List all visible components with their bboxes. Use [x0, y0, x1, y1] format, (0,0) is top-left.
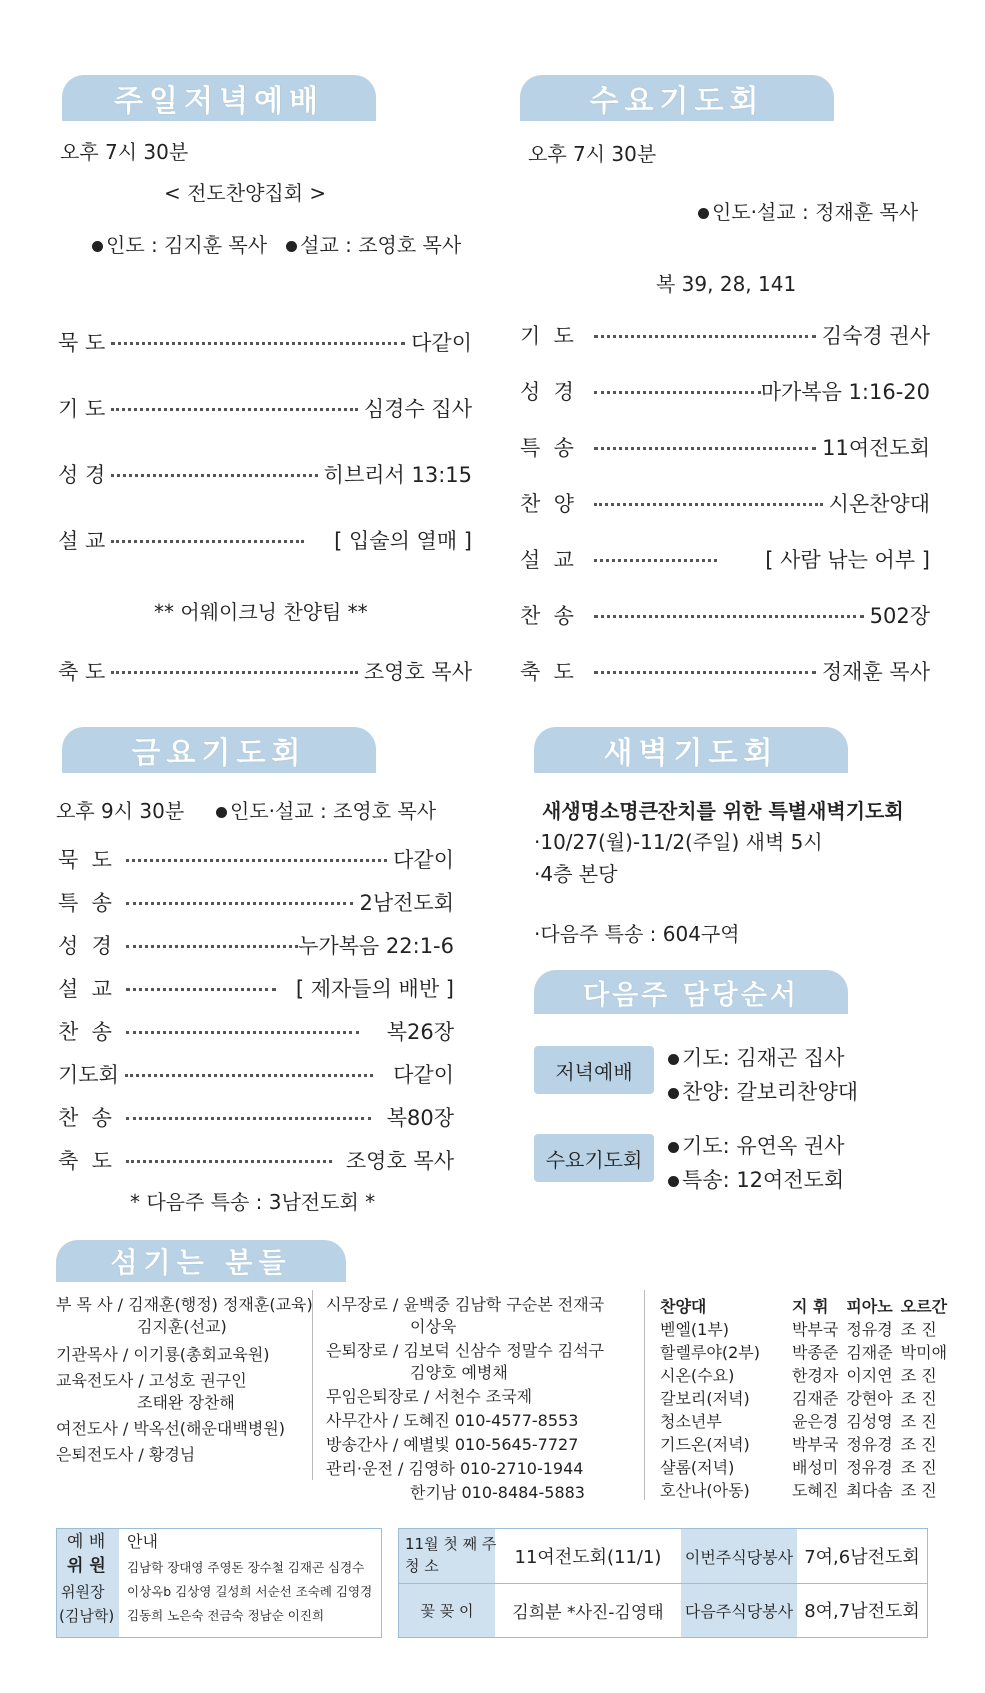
- servant-line: 한기남 010-8484-5883: [410, 1483, 585, 1502]
- choir-row: 호산나(아동) 도혜진 최다솜 조 진: [660, 1481, 937, 1500]
- friday-leaders: 인도·설교 : 조영호 목사: [216, 795, 436, 824]
- sunday-row: [58, 328, 472, 356]
- friday-row: [58, 1017, 454, 1045]
- committee-head: 안내: [127, 1532, 158, 1551]
- servant-line: 조태완 장찬해: [137, 1393, 235, 1412]
- wednesday-time: 오후 7시 30분: [528, 142, 657, 166]
- committee-label: 예 배: [67, 1532, 106, 1552]
- sunday-banner: 주일저녁예배: [62, 75, 376, 121]
- servant-line: 이상욱: [410, 1317, 457, 1336]
- committee-label: (김남학): [59, 1607, 115, 1625]
- friday-row: [58, 1146, 454, 1174]
- choir-row: 청소년부 윤은경 김성영 조 진: [660, 1412, 937, 1431]
- row-label: 특 송: [520, 436, 574, 460]
- servant-line: 은퇴전도사 / 황경님: [56, 1445, 196, 1464]
- committee-label: 위원장: [61, 1583, 105, 1601]
- row-value: 502장: [869, 604, 930, 628]
- row-value: 김숙경 권사: [821, 324, 930, 348]
- choir-row: 시온(수요) 한경자 이지연 조 진: [660, 1366, 937, 1385]
- wednesday-banner: 수요기도회: [520, 75, 834, 121]
- sunday-row: [58, 657, 472, 685]
- wednesday-row: [520, 657, 930, 685]
- servant-line: 교육전도사 / 고성호 권구인: [56, 1371, 247, 1390]
- row-value: 조영호 목사: [363, 660, 472, 684]
- row-label: 찬 양: [520, 492, 574, 516]
- choir-table: [656, 1294, 951, 1501]
- choir-header: 찬양대 지 휘 피아노 오르간: [660, 1297, 948, 1316]
- servant-line: 김지훈(선교): [137, 1317, 227, 1336]
- row-value: 복80장: [386, 1106, 454, 1130]
- wednesday-row: [520, 433, 930, 461]
- row-label: 찬 송: [520, 604, 574, 628]
- row-value: 심경수 집사: [363, 397, 472, 421]
- row-label: 성 경: [58, 934, 112, 958]
- row-label: 찬 송: [58, 1106, 112, 1130]
- row-value: 다같이: [393, 1063, 454, 1087]
- row-value: 복26장: [386, 1020, 454, 1044]
- sunday-row: [58, 394, 472, 422]
- wednesday-row: [520, 377, 930, 405]
- next-week-line: 특송: 12여전도회: [668, 1164, 844, 1194]
- row-label: 특 송: [58, 891, 112, 915]
- wednesday-row: [520, 321, 930, 349]
- row-label: 설 교: [58, 977, 112, 1001]
- servant-line: 부 목 사 / 김재훈(행정) 정재훈(교육): [56, 1295, 313, 1314]
- committee-row: 김남학 장대영 주영돈 장수철 김재곤 심경수: [127, 1560, 365, 1575]
- next-week-line: 기도: 김재곤 집사: [668, 1042, 844, 1072]
- friday-banner: 금요기도회: [62, 727, 376, 773]
- row-value: [ 입술의 열매 ]: [334, 529, 472, 553]
- servants-banner: 섬기는 분들: [56, 1240, 346, 1282]
- choir-row: 샬롬(저녁) 배성미 정유경 조 진: [660, 1458, 937, 1477]
- choir-row: 할렐루야(2부) 박종준 김재준 박미애: [660, 1343, 948, 1362]
- duty-value: 11여전도회(11/1): [514, 1547, 662, 1568]
- duty-key: 다음주식당봉사: [684, 1601, 794, 1621]
- sunday-leaders: 인도 : 김지훈 목사 설교 : 조영호 목사: [92, 229, 461, 258]
- dawn-headline: 새생명소명큰잔치를 위한 특별새벽기도회: [542, 799, 904, 823]
- duty-key: 꽃 꽂 이: [420, 1601, 474, 1620]
- wednesday-leaders: 인도·설교 : 정재훈 목사: [698, 196, 918, 225]
- row-value: 조영호 목사: [345, 1149, 454, 1173]
- sunday-time: 오후 7시 30분: [60, 140, 189, 164]
- row-label: 축 도: [58, 660, 106, 684]
- servant-line: 시무장로 / 윤백중 김남학 구순본 전재국: [326, 1295, 605, 1314]
- friday-row: [58, 1060, 454, 1088]
- evening-label: 저녁예배: [534, 1046, 654, 1094]
- servant-line: 사무간사 / 도혜진 010-4577-8553: [326, 1411, 579, 1430]
- row-value: [ 제자들의 배반 ]: [295, 977, 454, 1001]
- bullet-icon: [668, 1054, 679, 1065]
- row-label: 축 도: [58, 1149, 112, 1173]
- row-value: 누가복음 22:1-6: [298, 934, 454, 958]
- committee-box: [56, 1528, 382, 1638]
- friday-row: [58, 888, 454, 916]
- row-value: 히브리서 13:15: [323, 463, 472, 487]
- committee-row: 김동희 노은숙 전금숙 정남순 이진희: [127, 1608, 325, 1623]
- bullet-icon: [668, 1176, 679, 1187]
- row-value: 11여전도회: [822, 436, 930, 460]
- sunday-note: ** 어웨이크닝 찬양팀 **: [154, 600, 368, 624]
- row-label: 축 도: [520, 660, 574, 684]
- committee-row: 이상옥b 김상영 길성희 서순선 조숙례 김영경: [127, 1584, 373, 1599]
- row-label: 기도회: [58, 1063, 119, 1087]
- row-label: 찬 송: [58, 1020, 112, 1044]
- row-label: 설 교: [520, 548, 574, 572]
- sunday-subtitle: < 전도찬양집회 >: [164, 181, 327, 205]
- row-value: 다같이: [411, 331, 472, 355]
- row-value: 다같이: [393, 848, 454, 872]
- row-value: [ 사람 낚는 어부 ]: [765, 548, 930, 572]
- row-value: 정재훈 목사: [821, 660, 930, 684]
- wednesday-hymns: 복 39, 28, 141: [656, 272, 797, 296]
- row-label: 성 경: [58, 463, 106, 487]
- bullet-icon: [698, 208, 709, 219]
- bullet-icon: [668, 1142, 679, 1153]
- row-label: 기 도: [520, 324, 574, 348]
- row-label: 성 경: [520, 380, 574, 404]
- duty-box: [398, 1528, 928, 1638]
- servant-line: 김양호 예병채: [410, 1363, 508, 1382]
- bullet-icon: [92, 241, 103, 252]
- duty-value: 8여,7남전도회: [804, 1601, 920, 1622]
- sunday-row: [58, 460, 472, 488]
- duty-key: 이번주식당봉사: [684, 1547, 794, 1567]
- wednesday-label: 수요기도회: [534, 1134, 654, 1182]
- wednesday-row: [520, 601, 930, 629]
- bullet-icon: [668, 1088, 679, 1099]
- row-label: 설 교: [58, 529, 106, 553]
- servant-line: 은퇴장로 / 김보덕 신삼수 정말수 김석구: [326, 1341, 605, 1360]
- duty-key: 11월 첫 째 주: [405, 1535, 497, 1553]
- friday-row: [58, 974, 454, 1002]
- committee-label: 위 원: [67, 1556, 106, 1576]
- dawn-line: ·10/27(월)-11/2(주일) 새벽 5시: [534, 830, 823, 854]
- row-value: 시온찬양대: [828, 492, 930, 516]
- servant-line: 방송간사 / 예별빛 010-5645-7727: [326, 1435, 579, 1454]
- friday-row: [58, 845, 454, 873]
- dawn-banner: 새벽기도회: [534, 727, 848, 773]
- row-label: 기 도: [58, 397, 106, 421]
- friday-row: [58, 1103, 454, 1131]
- choir-row: 기드온(저녁) 박부국 정유경 조 진: [660, 1435, 937, 1454]
- friday-time: 오후 9시 30분: [56, 799, 185, 823]
- wednesday-row: [520, 489, 930, 517]
- bullet-icon: [216, 807, 227, 818]
- servant-line: 기관목사 / 이기룡(총회교육원): [56, 1345, 270, 1364]
- bullet-icon: [286, 241, 297, 252]
- next-week-banner: 다음주 담당순서: [534, 970, 848, 1014]
- choir-row: 벧엘(1부) 박부국 정유경 조 진: [660, 1320, 937, 1339]
- duty-value: 김희분 *사진-김영태: [512, 1602, 664, 1623]
- dawn-line: ·다음주 특송 : 604구역: [534, 922, 740, 946]
- servant-line: 무임은퇴장로 / 서천수 조국제: [326, 1387, 533, 1406]
- row-label: 묵 도: [58, 848, 112, 872]
- next-week-line: 기도: 유연옥 권사: [668, 1130, 844, 1160]
- duty-key: 청 소: [405, 1557, 439, 1575]
- servant-line: 관리·운전 / 김영하 010-2710-1944: [326, 1459, 584, 1478]
- row-value: 마가복음 1:16-20: [760, 380, 930, 404]
- row-value: 2남전도회: [359, 891, 454, 915]
- friday-note: * 다음주 특송 : 3남전도회 *: [130, 1190, 376, 1214]
- wednesday-row: [520, 545, 930, 573]
- sunday-row: [58, 526, 472, 554]
- duty-value: 7여,6남전도회: [804, 1547, 920, 1568]
- friday-row: [58, 931, 454, 959]
- next-week-line: 찬양: 갈보리찬양대: [668, 1076, 858, 1106]
- dawn-line: ·4층 본당: [534, 862, 618, 886]
- choir-row: 갈보리(저녁) 김재준 강현아 조 진: [660, 1389, 937, 1408]
- servant-line: 여전도사 / 박옥선(해운대백병원): [56, 1419, 285, 1438]
- row-label: 묵 도: [58, 331, 106, 355]
